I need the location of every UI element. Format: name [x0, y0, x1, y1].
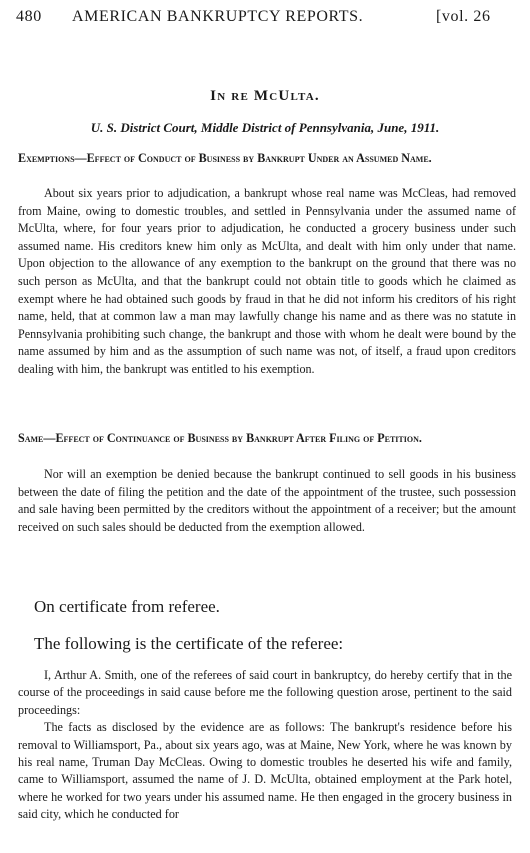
headnote-2-heading: Same—Effect of Continuance of Business by Bankrupt After Filing of Petition.	[18, 431, 422, 445]
running-head-title: AMERICAN BANKRUPTCY REPORTS.	[72, 8, 364, 25]
case-title: In re McUlta.	[210, 88, 320, 104]
headnote-2-text: Nor will an exemption be denied because the bankrupt continued to sell goods in his business between the date of filing the petition and the date of the appointment of the trustee, such possession and sale having been permitted by the creditors without the appointment of a receiver; but the amount received on such sales should be deducted from the exemption allowed.	[18, 467, 516, 534]
certificate-paragraph-2: The facts as disclosed by the evidence are as follows: The bankrupt's residence before his removal to Williamsport, Pa., about six years ago, was at Maine, New York, where he was known by his real name, Truman Day McCleas. Owing to domestic troubles he deserted his wife and family, came to Williamsport, assumed the name of J. D. McUlta, obtained employment at the Park hotel, where he worked for two years under his assumed name. He then engaged in the grocery business in said city, which he conducted for	[18, 720, 512, 822]
headnote-1-text: About six years prior to adjudication, a bankrupt whose real name was McCleas, had removed from Maine, owing to domestic troubles, and settled in Pennsylvania under the assumed name of McUlta, where, for four years prior to adjudication, he conducted a grocery business under such assumed name. His creditors knew him only as McUlta, and dealt with him only under that name. Upon objection to the allowance of any exemption to the bankrupt on the ground that there was no such person as McUlta, and that the bankrupt could not obtain title to goods which he claimed as exempt where he had obtained such goods by fraud in that he did not inform his creditors of his right name, held, that at common law a man may lawfully change his name and as there was no statute in Pennsylvania prohibiting such change, the bankrupt and those with whom he dealt were bound by the name assumed by him and as the assumption of such name was not, of itself, a fraud upon creditors dealing with him, the bankrupt was entitled to his exemption.	[18, 186, 516, 376]
volume-label: [vol. 26	[436, 8, 491, 25]
court-line: U. S. District Court, Middle District of Pennsylvania, June, 1911.	[90, 120, 440, 135]
certificate-body	[18, 667, 512, 824]
procedural-line-2: The following is the certificate of the referee:	[34, 634, 344, 653]
procedural-line-1: On certificate from referee.	[34, 597, 220, 616]
headnote-1-heading: Exemptions—Effect of Conduct of Business by Bankrupt Under an Assumed Name.	[18, 151, 432, 165]
page-number: 480	[16, 8, 42, 25]
running-head	[0, 8, 530, 32]
certificate-paragraph-1: I, Arthur A. Smith, one of the referees of said court in bankruptcy, do hereby certify that in the course of the proceedings in said cause before me the following question arose, pertinent to the said proceedings:	[18, 668, 512, 717]
